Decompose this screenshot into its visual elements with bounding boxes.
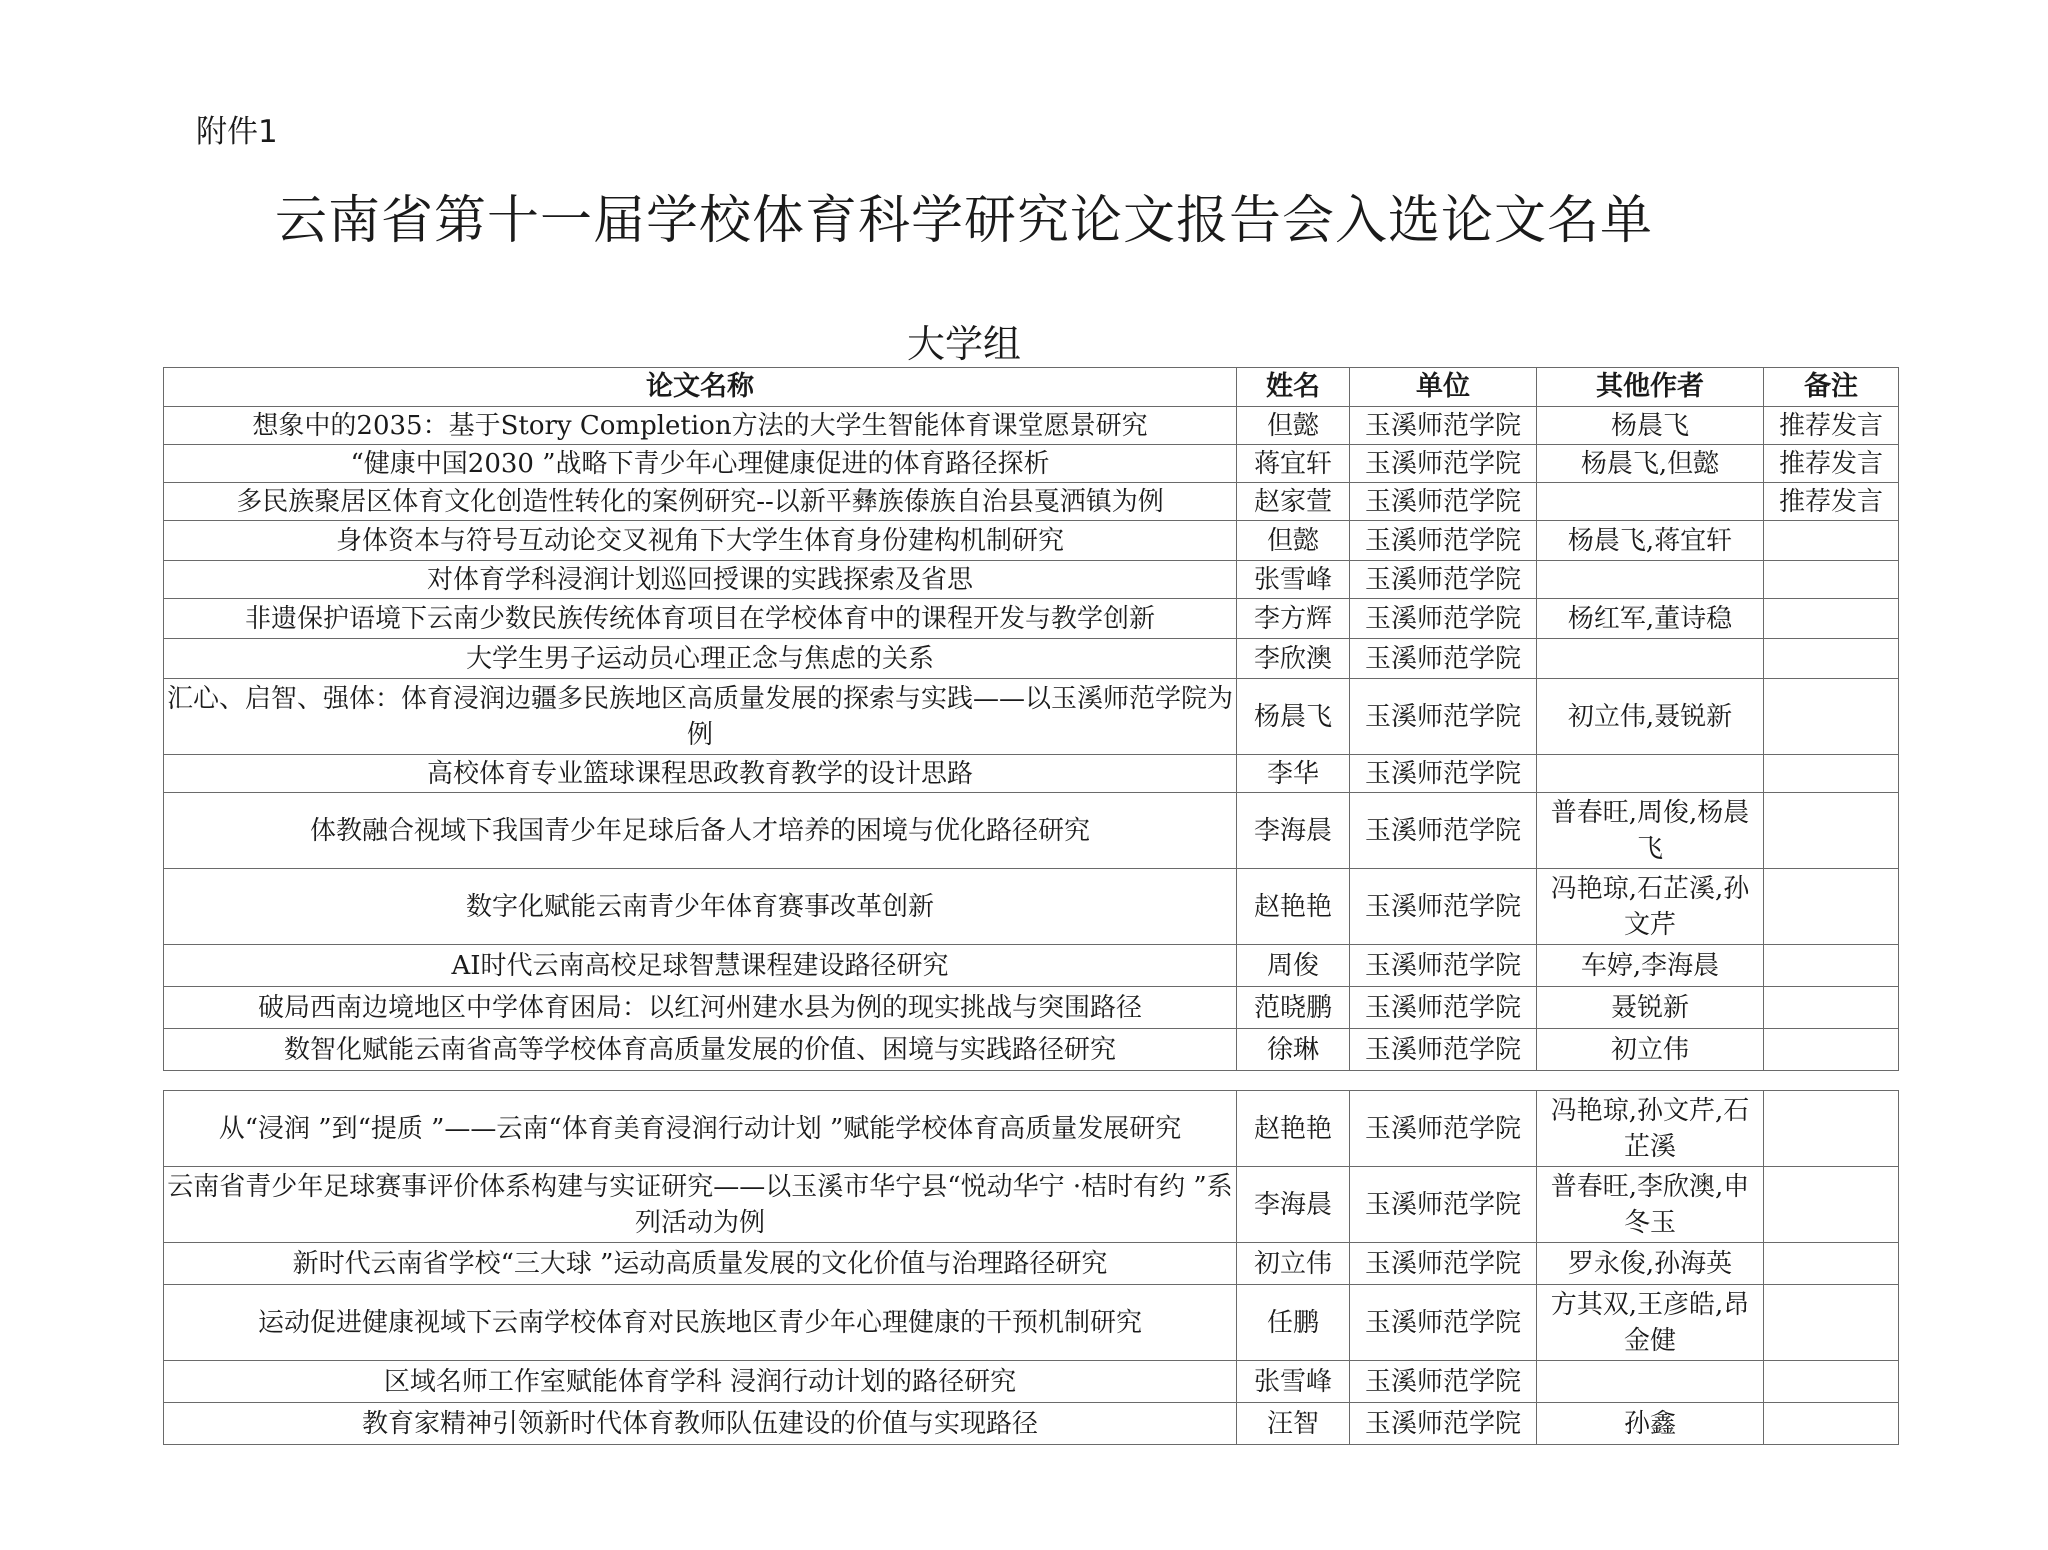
table-row (164, 755, 1899, 793)
paper-title-cell: 教育家精神引领新时代体育教师队伍建设的价值与实现路径 (164, 1403, 1237, 1445)
coauthors-cell (1537, 561, 1764, 599)
unit-cell: 玉溪师范学院 (1350, 483, 1537, 521)
coauthors-cell: 杨晨飞,蒋宜轩 (1537, 521, 1764, 561)
note-cell (1764, 1091, 1899, 1167)
note-cell (1764, 1403, 1899, 1445)
table-header-row (164, 368, 1899, 407)
unit-cell: 玉溪师范学院 (1350, 639, 1537, 679)
unit-cell: 玉溪师范学院 (1350, 1243, 1537, 1285)
coauthors-cell: 聂锐新 (1537, 987, 1764, 1029)
note-cell (1764, 987, 1899, 1029)
table-row (164, 599, 1899, 639)
author-name-cell: 赵艳艳 (1237, 1091, 1350, 1167)
table-row (164, 407, 1899, 445)
author-name-cell: 赵家萱 (1237, 483, 1350, 521)
paper-title-cell: “健康中国2030 ”战略下青少年心理健康促进的体育路径探析 (164, 445, 1237, 483)
author-name-cell: 张雪峰 (1237, 1361, 1350, 1403)
note-cell: 推荐发言 (1764, 407, 1899, 445)
paper-list-table-continued (163, 1090, 1899, 1445)
note-cell (1764, 869, 1899, 945)
author-name-cell: 蒋宜轩 (1237, 445, 1350, 483)
paper-title-cell: 云南省青少年足球赛事评价体系构建与实证研究——以玉溪市华宁县“悦动华宁 ·桔时有约 ”系列活动为例 (164, 1167, 1237, 1243)
paper-list-table (163, 367, 1899, 1071)
table-row (164, 945, 1899, 987)
table-row (164, 1361, 1899, 1403)
coauthors-cell (1537, 639, 1764, 679)
unit-cell: 玉溪师范学院 (1350, 869, 1537, 945)
coauthors-cell: 冯艳琼,石芷溪,孙文芹 (1537, 869, 1764, 945)
table-row (164, 793, 1899, 869)
column-header-unit: 单位 (1350, 368, 1537, 407)
paper-title-cell: 对体育学科浸润计划巡回授课的实践探索及省思 (164, 561, 1237, 599)
author-name-cell: 初立伟 (1237, 1243, 1350, 1285)
coauthors-cell: 初立伟,聂锐新 (1537, 679, 1764, 755)
unit-cell: 玉溪师范学院 (1350, 407, 1537, 445)
paper-title-cell: 大学生男子运动员心理正念与焦虑的关系 (164, 639, 1237, 679)
note-cell (1764, 793, 1899, 869)
author-name-cell: 李方辉 (1237, 599, 1350, 639)
paper-title-cell: 身体资本与符号互动论交叉视角下大学生体育身份建构机制研究 (164, 521, 1237, 561)
table-row (164, 1167, 1899, 1243)
author-name-cell: 李欣澳 (1237, 639, 1350, 679)
paper-title-cell: 破局西南边境地区中学体育困局：以红河州建水县为例的现实挑战与突围路径 (164, 987, 1237, 1029)
unit-cell: 玉溪师范学院 (1350, 755, 1537, 793)
column-header-note: 备注 (1764, 368, 1899, 407)
column-header-title: 论文名称 (164, 368, 1237, 407)
author-name-cell: 张雪峰 (1237, 561, 1350, 599)
table-row (164, 1285, 1899, 1361)
paper-title-cell: AI时代云南高校足球智慧课程建设路径研究 (164, 945, 1237, 987)
author-name-cell: 汪智 (1237, 1403, 1350, 1445)
note-cell (1764, 679, 1899, 755)
coauthors-cell (1537, 483, 1764, 521)
author-name-cell: 李华 (1237, 755, 1350, 793)
coauthors-cell: 罗永俊,孙海英 (1537, 1243, 1764, 1285)
table-body (164, 407, 1899, 1071)
paper-title-cell: 数智化赋能云南省高等学校体育高质量发展的价值、困境与实践路径研究 (164, 1029, 1237, 1071)
paper-title-cell: 高校体育专业篮球课程思政教育教学的设计思路 (164, 755, 1237, 793)
table-row (164, 483, 1899, 521)
unit-cell: 玉溪师范学院 (1350, 521, 1537, 561)
table-row (164, 679, 1899, 755)
paper-title-cell: 新时代云南省学校“三大球 ”运动高质量发展的文化价值与治理路径研究 (164, 1243, 1237, 1285)
document-title: 云南省第十一届学校体育科学研究论文报告会入选论文名单 (274, 191, 1653, 251)
note-cell (1764, 521, 1899, 561)
note-cell: 推荐发言 (1764, 483, 1899, 521)
note-cell (1764, 1285, 1899, 1361)
table-row (164, 561, 1899, 599)
unit-cell: 玉溪师范学院 (1350, 945, 1537, 987)
unit-cell: 玉溪师范学院 (1350, 1285, 1537, 1361)
table-row (164, 869, 1899, 945)
unit-cell: 玉溪师范学院 (1350, 1167, 1537, 1243)
author-name-cell: 李海晨 (1237, 1167, 1350, 1243)
table-body (164, 1091, 1899, 1445)
paper-title-cell: 多民族聚居区体育文化创造性转化的案例研究--以新平彝族傣族自治县戛洒镇为例 (164, 483, 1237, 521)
coauthors-cell (1537, 1361, 1764, 1403)
group-heading: 大学组 (906, 322, 1021, 366)
table-row (164, 445, 1899, 483)
paper-title-cell: 从“浸润 ”到“提质 ”——云南“体育美育浸润行动计划 ”赋能学校体育高质量发展研究 (164, 1091, 1237, 1167)
table-row (164, 1403, 1899, 1445)
table-row (164, 1243, 1899, 1285)
note-cell (1764, 1243, 1899, 1285)
paper-title-cell: 体教融合视域下我国青少年足球后备人才培养的困境与优化路径研究 (164, 793, 1237, 869)
author-name-cell: 周俊 (1237, 945, 1350, 987)
table-row (164, 521, 1899, 561)
unit-cell: 玉溪师范学院 (1350, 1403, 1537, 1445)
author-name-cell: 但懿 (1237, 521, 1350, 561)
unit-cell: 玉溪师范学院 (1350, 599, 1537, 639)
coauthors-cell: 杨红军,董诗稳 (1537, 599, 1764, 639)
column-header-name: 姓名 (1237, 368, 1350, 407)
note-cell (1764, 599, 1899, 639)
coauthors-cell: 孙鑫 (1537, 1403, 1764, 1445)
author-name-cell: 赵艳艳 (1237, 869, 1350, 945)
note-cell (1764, 755, 1899, 793)
unit-cell: 玉溪师范学院 (1350, 1361, 1537, 1403)
coauthors-cell: 杨晨飞 (1537, 407, 1764, 445)
unit-cell: 玉溪师范学院 (1350, 987, 1537, 1029)
coauthors-cell: 车婷,李海晨 (1537, 945, 1764, 987)
note-cell (1764, 1167, 1899, 1243)
table-row (164, 1029, 1899, 1071)
note-cell (1764, 1361, 1899, 1403)
coauthors-cell: 普春旺,周俊,杨晨飞 (1537, 793, 1764, 869)
coauthors-cell: 杨晨飞,但懿 (1537, 445, 1764, 483)
table-row (164, 639, 1899, 679)
table-row (164, 1091, 1899, 1167)
unit-cell: 玉溪师范学院 (1350, 561, 1537, 599)
author-name-cell: 李海晨 (1237, 793, 1350, 869)
note-cell (1764, 639, 1899, 679)
unit-cell: 玉溪师范学院 (1350, 1029, 1537, 1071)
coauthors-cell: 初立伟 (1537, 1029, 1764, 1071)
paper-title-cell: 非遗保护语境下云南少数民族传统体育项目在学校体育中的课程开发与教学创新 (164, 599, 1237, 639)
unit-cell: 玉溪师范学院 (1350, 445, 1537, 483)
unit-cell: 玉溪师范学院 (1350, 1091, 1537, 1167)
attachment-label: 附件1 (196, 114, 278, 150)
author-name-cell: 但懿 (1237, 407, 1350, 445)
note-cell: 推荐发言 (1764, 445, 1899, 483)
author-name-cell: 徐琳 (1237, 1029, 1350, 1071)
note-cell (1764, 1029, 1899, 1071)
paper-title-cell: 运动促进健康视域下云南学校体育对民族地区青少年心理健康的干预机制研究 (164, 1285, 1237, 1361)
column-header-coauthors: 其他作者 (1537, 368, 1764, 407)
coauthors-cell: 冯艳琼,孙文芹,石芷溪 (1537, 1091, 1764, 1167)
table-row (164, 987, 1899, 1029)
coauthors-cell: 普春旺,李欣澳,申冬玉 (1537, 1167, 1764, 1243)
author-name-cell: 范晓鹏 (1237, 987, 1350, 1029)
note-cell (1764, 945, 1899, 987)
coauthors-cell: 方其双,王彦皓,昂金健 (1537, 1285, 1764, 1361)
paper-title-cell: 区域名师工作室赋能体育学科 浸润行动计划的路径研究 (164, 1361, 1237, 1403)
paper-title-cell: 想象中的2035：基于Story Completion方法的大学生智能体育课堂愿景研究 (164, 407, 1237, 445)
unit-cell: 玉溪师范学院 (1350, 679, 1537, 755)
paper-title-cell: 数字化赋能云南青少年体育赛事改革创新 (164, 869, 1237, 945)
unit-cell: 玉溪师范学院 (1350, 793, 1537, 869)
note-cell (1764, 561, 1899, 599)
paper-title-cell: 汇心、启智、强体：体育浸润边疆多民族地区高质量发展的探索与实践——以玉溪师范学院为例 (164, 679, 1237, 755)
author-name-cell: 杨晨飞 (1237, 679, 1350, 755)
coauthors-cell (1537, 755, 1764, 793)
author-name-cell: 任鹏 (1237, 1285, 1350, 1361)
